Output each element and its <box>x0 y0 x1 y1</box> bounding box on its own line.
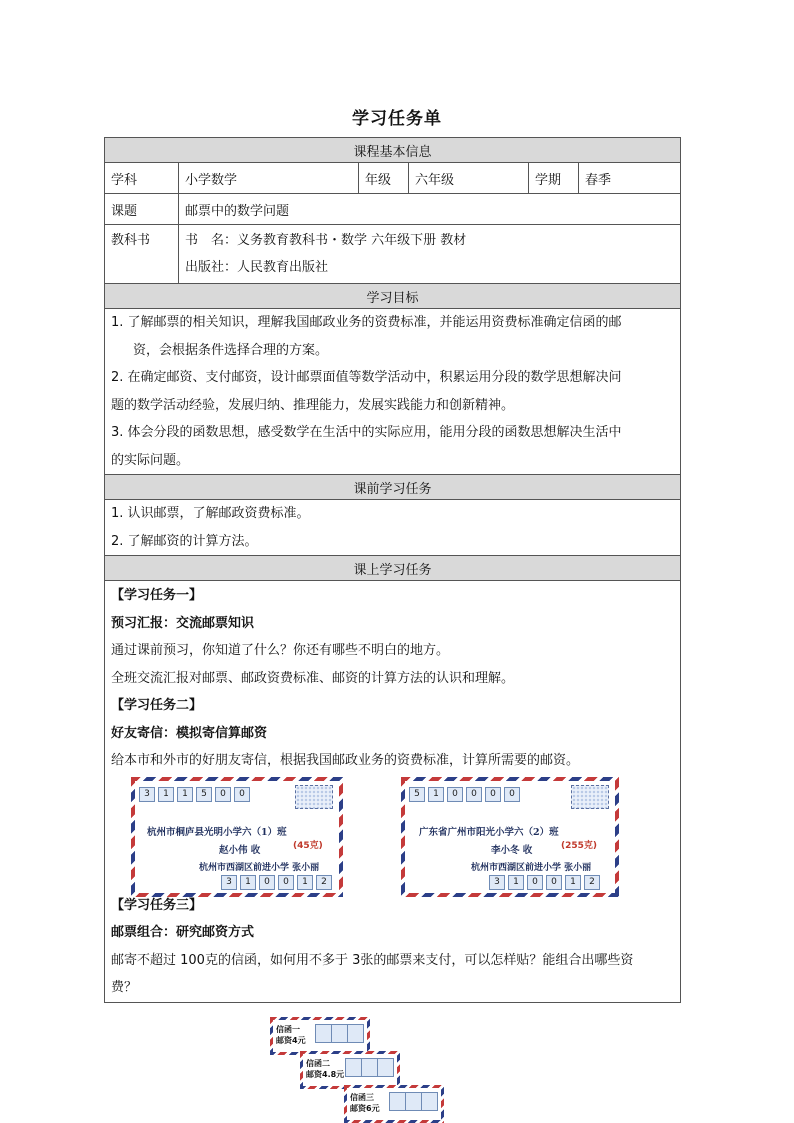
task3-text-b: 费？ <box>111 980 138 995</box>
sender-address: 杭州市西湖区前进小学 张小丽 <box>199 862 320 873</box>
pre-class-header: 课前学习任务 <box>105 475 681 500</box>
recipient-name: 赵小伟 收 <box>219 844 261 856</box>
zip-digit: 1 <box>177 787 193 802</box>
task2-text: 给本市和外市的好朋友寄信，根据我国邮政业务的资费标准，计算所需要的邮资。 <box>111 753 580 768</box>
zip-digit: 5 <box>409 787 425 802</box>
zip-digit: 1 <box>158 787 174 802</box>
zip-digit: 1 <box>508 875 524 890</box>
task2-title: 【学习任务二】 <box>111 698 203 713</box>
zip-digit: 0 <box>527 875 543 890</box>
letter-weight: (45克) <box>293 840 323 851</box>
zip-digit: 0 <box>447 787 463 802</box>
zip-digit: 0 <box>259 875 275 890</box>
basic-info-header: 课程基本信息 <box>105 138 681 163</box>
textbook-info <box>179 225 681 284</box>
topic-value: 邮票中的数学问题 <box>179 194 681 225</box>
goal-3b: 的实际问题。 <box>111 452 190 468</box>
letter-card-2 <box>300 1051 400 1089</box>
zip-digit: 1 <box>565 875 581 890</box>
zip-from <box>489 875 600 890</box>
zip-digit: 0 <box>504 787 520 802</box>
grade-label: 年级 <box>359 163 409 194</box>
zip-to <box>139 787 250 802</box>
pre-task-2: 2. 了解邮资的计算方法。 <box>111 533 258 549</box>
letter-name: 信函二 <box>306 1059 330 1068</box>
in-class-header: 课上学习任务 <box>105 556 681 581</box>
stamp-icon <box>571 785 609 809</box>
letter-weight: (255克) <box>561 840 598 851</box>
in-class-content <box>105 581 681 1003</box>
sender-address: 杭州市西湖区前进小学 张小丽 <box>471 862 592 873</box>
recipient-address: 广东省广州市阳光小学六（2）班 <box>419 826 559 838</box>
letter-fee: 邮资6元 <box>350 1104 380 1113</box>
stamp-icon <box>295 785 333 809</box>
envelope-local <box>131 777 343 897</box>
task3-text-a: 邮寄不超过 100克的信函，如何用不多于 3张的邮票来支付，可以怎样贴？能组合出哪些资 <box>111 952 634 968</box>
task2-subtitle: 好友寄信：模拟寄信算邮资 <box>111 725 268 741</box>
grade-value: 六年级 <box>409 163 529 194</box>
zip-digit: 2 <box>584 875 600 890</box>
textbook-label: 教科书 <box>105 225 179 284</box>
recipient-address: 杭州市桐庐县光明小学六（1）班 <box>147 826 287 838</box>
zip-digit: 0 <box>546 875 562 890</box>
goal-3a: 3. 体会分段的函数思想，感受数学在生活中的实际应用，能用分段的函数思想解决生活中 <box>111 425 622 440</box>
zip-digit: 0 <box>278 875 294 890</box>
letter-fee: 邮资4元 <box>276 1036 306 1045</box>
task1-text-2: 全班交流汇报对邮票、邮政资费标准、邮资的计算方法的认识和理解。 <box>111 670 515 686</box>
zip-digit: 3 <box>221 875 237 890</box>
zip-digit: 1 <box>297 875 313 890</box>
textbook-name: 书 名：义务教育教科书・数学 六年级下册 教材 <box>185 233 467 248</box>
goal-1a: 1. 了解邮票的相关知识，理解我国邮政业务的资费标准，并能运用资费标准确定信函的邮 <box>111 315 622 330</box>
envelopes-figure <box>111 775 674 900</box>
topic-label: 课题 <box>105 194 179 225</box>
pre-task-1: 1. 认识邮票，了解邮政资费标准。 <box>111 506 310 521</box>
pre-class-content <box>105 500 681 556</box>
goals-header: 学习目标 <box>105 284 681 309</box>
zip-from <box>221 875 332 890</box>
goals-content <box>105 309 681 475</box>
zip-digit: 5 <box>196 787 212 802</box>
goal-1b: 资，会根据条件选择合理的方案。 <box>133 342 329 358</box>
zip-digit: 0 <box>485 787 501 802</box>
task3-title: 【学习任务三】 <box>111 897 203 913</box>
task1-text-1: 通过课前预习，你知道了什么？你还有哪些不明白的地方。 <box>111 643 450 658</box>
letter-card-3 <box>344 1085 444 1123</box>
goal-2b: 题的数学活动经验，发展归纳、推理能力，发展实践能力和创新精神。 <box>111 397 515 413</box>
page-title: 学习任务单 <box>352 109 442 129</box>
goal-2a: 2. 在确定邮资、支付邮资，设计邮票面值等数学活动中，积累运用分段的数学思想解决问 <box>111 370 622 385</box>
zip-digit: 0 <box>466 787 482 802</box>
subject-value: 小学数学 <box>179 163 359 194</box>
task3-subtitle: 邮票组合：研究邮资方式 <box>111 925 255 940</box>
zip-digit: 3 <box>489 875 505 890</box>
textbook-publisher: 出版社：人民教育出版社 <box>185 260 329 275</box>
stamp-slots <box>316 1024 364 1043</box>
letter-fee: 邮资4.8元 <box>306 1070 345 1079</box>
letter-card-1 <box>270 1017 370 1055</box>
stamp-slots <box>390 1092 438 1111</box>
zip-digit: 1 <box>428 787 444 802</box>
zip-digit: 2 <box>316 875 332 890</box>
recipient-name: 李小冬 收 <box>491 844 533 856</box>
zip-digit: 3 <box>139 787 155 802</box>
term-label: 学期 <box>529 163 579 194</box>
task-sheet-table <box>104 137 681 1003</box>
task1-title: 【学习任务一】 <box>111 588 203 603</box>
zip-digit: 0 <box>234 787 250 802</box>
zip-to <box>409 787 520 802</box>
letter-name: 信函三 <box>350 1093 374 1102</box>
envelope-other-city <box>401 777 619 897</box>
letter-name: 信函一 <box>276 1025 300 1034</box>
term-value: 春季 <box>579 163 681 194</box>
stamp-slots <box>346 1058 394 1077</box>
zip-digit: 1 <box>240 875 256 890</box>
subject-label: 学科 <box>105 163 179 194</box>
zip-digit: 0 <box>215 787 231 802</box>
task1-subtitle: 预习汇报：交流邮票知识 <box>111 615 255 631</box>
